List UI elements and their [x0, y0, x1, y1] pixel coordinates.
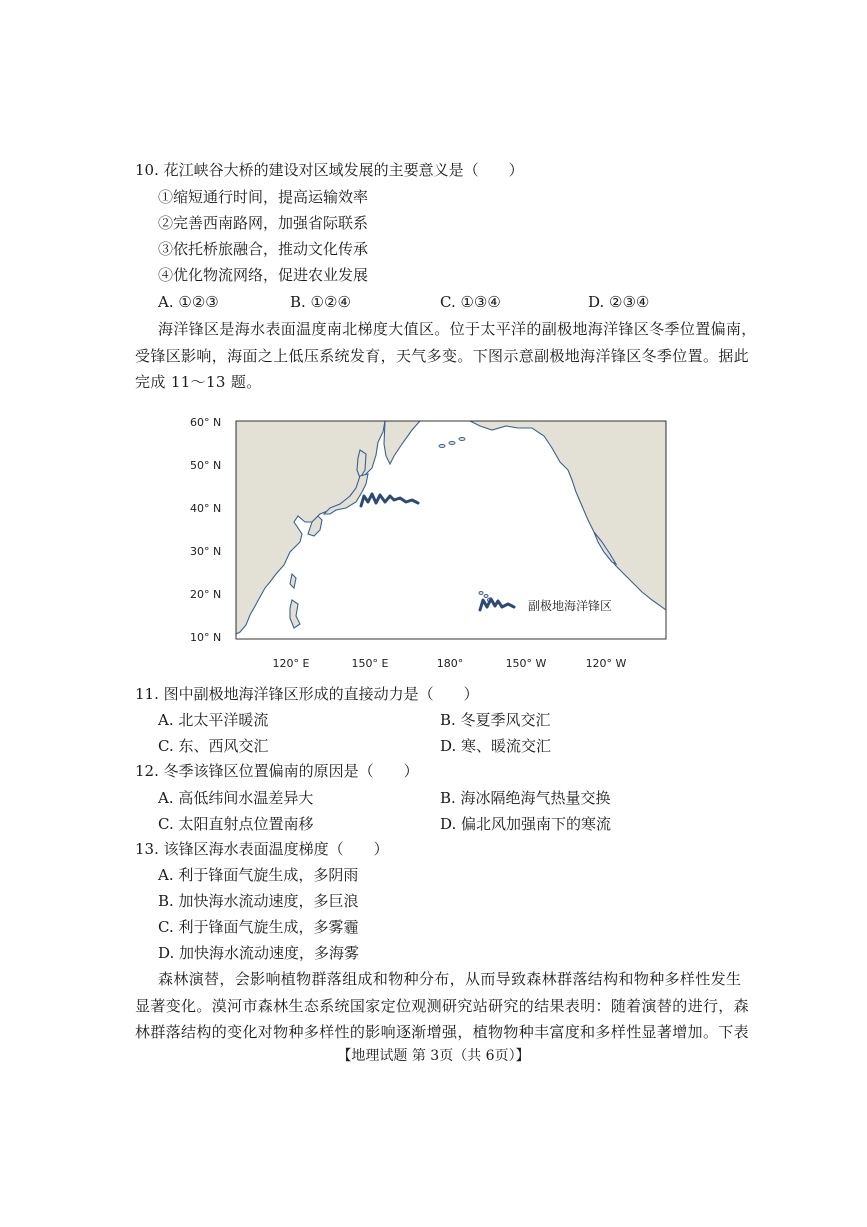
q13-choice-d: D. 加快海水流动速度，多海雾 — [158, 944, 360, 962]
pacific-map — [180, 410, 680, 670]
lat-label-60n: 60° N — [190, 416, 222, 429]
q10-choice-c: C. ①③④ — [440, 293, 501, 311]
intro2-line-2: 显著变化。漠河市森林生态系统国家定位观测研究站研究的结果表明：随着演替的进行，森 — [135, 997, 750, 1015]
lat-label-50n: 50° N — [190, 459, 222, 472]
q12-stem: 12. 冬季该锋区位置偏南的原因是（ ） — [135, 762, 419, 780]
page-footer: 【地理试题 第 3页（共 6页）】 — [337, 1048, 530, 1064]
q13-choice-a: A. 利于锋面气旋生成，多阴雨 — [158, 866, 359, 884]
lat-label-30n: 30° N — [190, 545, 222, 558]
intro1-line-1: 海洋锋区是海水表面温度南北梯度大值区。位于太平洋的副极地海洋锋区冬季位置偏南， — [158, 320, 757, 338]
q13-choice-b: B. 加快海水流动速度，多巨浪 — [158, 892, 359, 910]
lon-label-150w: 150° W — [505, 657, 547, 670]
q12-choice-d: D. 偏北风加强南下的寒流 — [440, 815, 612, 833]
lon-label-120w: 120° W — [585, 657, 627, 670]
front-map-figure — [180, 410, 680, 670]
q12-choice-c: C. 太阳直射点位置南移 — [158, 815, 314, 833]
q10-stem: 10. 花江峡谷大桥的建设对区域发展的主要意义是（ ） — [135, 161, 524, 179]
q10-item-3: ③依托桥旅融合，推动文化传承 — [158, 240, 369, 258]
q11-choice-a: A. 北太平洋暖流 — [158, 711, 269, 729]
q12-choice-a: A. 高低纬间水温差异大 — [158, 789, 314, 807]
q11-choice-b: B. 冬夏季风交汇 — [440, 711, 551, 729]
q11-choice-d: D. 寒、暖流交汇 — [440, 737, 552, 755]
intro1-line-2: 受锋区影响，海面之上低压系统发育，天气多变。下图示意副极地海洋锋区冬季位置。据此 — [135, 347, 750, 365]
lat-label-20n: 20° N — [190, 588, 222, 601]
lat-label-10n: 10° N — [190, 631, 222, 644]
q11-stem: 11. 图中副极地海洋锋区形成的直接动力是（ ） — [135, 685, 479, 703]
lon-label-120e: 120° E — [272, 657, 310, 670]
q13-choice-c: C. 利于锋面气旋生成，多雾霾 — [158, 918, 359, 936]
q10-item-4: ④优化物流网络，促进农业发展 — [158, 266, 369, 284]
q11-choice-c: C. 东、西风交汇 — [158, 737, 269, 755]
q12-choice-b: B. 海冰隔绝海气热量交换 — [440, 789, 611, 807]
lat-label-40n: 40° N — [190, 502, 222, 515]
q10-choice-d: D. ②③④ — [588, 293, 650, 311]
q13-stem: 13. 该锋区海水表面温度梯度（ ） — [135, 840, 389, 858]
intro1-line-3: 完成 11～13 题。 — [135, 373, 262, 391]
q10-choice-a: A. ①②③ — [158, 293, 219, 311]
q10-item-1: ①缩短通行时间，提高运输效率 — [158, 188, 369, 206]
q10-choice-b: B. ①②④ — [290, 293, 351, 311]
intro2-line-1: 森林演替，会影响植物群落组成和物种分布，从而导致森林群落结构和物种多样性发生 — [158, 970, 742, 988]
lon-label-150e: 150° E — [351, 657, 389, 670]
q10-item-2: ②完善西南路网，加强省际联系 — [158, 214, 369, 232]
intro2-line-3: 林群落结构的变化对物种多样性的影响逐渐增强，植物物种丰富度和多样性显著增加。下表 — [135, 1023, 750, 1041]
lon-label-180: 180° — [436, 657, 464, 670]
front-label: 副极地海洋锋区 — [528, 599, 613, 613]
